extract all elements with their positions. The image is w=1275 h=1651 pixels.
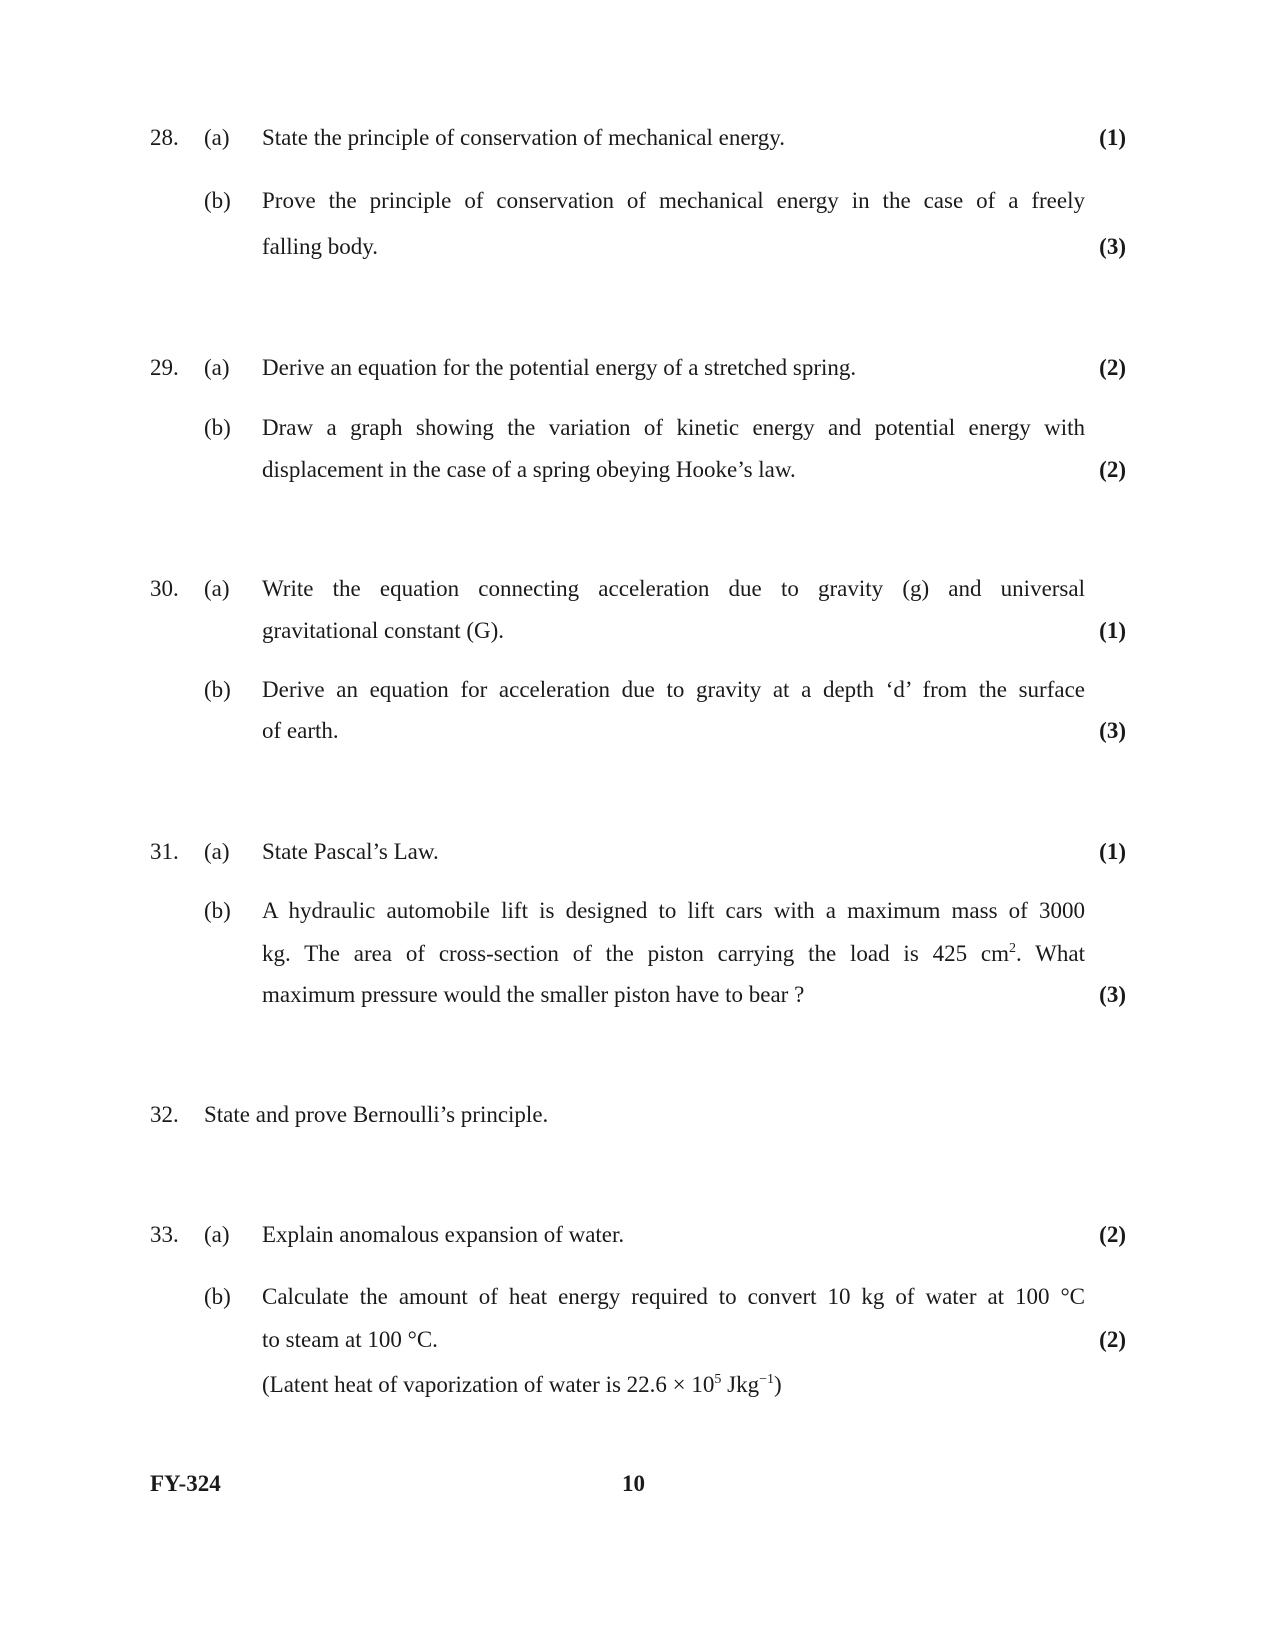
subpart-label: (b) [204, 677, 231, 702]
superscript: 5 [714, 1372, 722, 1387]
question-text: gravitational constant (G). [262, 618, 505, 643]
question-text: Derive an equation for acceleration due to gravity at a depth ‘d’ from the surface [262, 677, 1085, 702]
marks: (2) [1099, 355, 1126, 380]
subpart-label: (a) [204, 839, 230, 864]
question-text [262, 940, 1085, 968]
text-run: (Latent heat of vaporization of water is 22.6 × 10 [262, 1372, 715, 1397]
page-number: 10 [622, 1471, 645, 1496]
question-text: of earth. [262, 718, 339, 743]
question-number: 28. [150, 125, 179, 150]
question-number: 29. [150, 355, 179, 380]
question-text: State Pascal’s Law. [262, 839, 439, 864]
question-text: displacement in the case of a spring obeying Hooke’s law. [262, 457, 796, 482]
subpart-label: (a) [204, 1222, 230, 1247]
question-text: Draw a graph showing the variation of kinetic energy and potential energy with [262, 415, 1085, 440]
data-note [262, 1371, 782, 1399]
marks: (3) [1099, 234, 1126, 259]
marks: (1) [1099, 618, 1126, 643]
question-text: Calculate the amount of heat energy required to convert 10 kg of water at 100 °C [262, 1284, 1085, 1309]
question-number: 33. [150, 1222, 179, 1247]
paper-code: FY-324 [150, 1471, 221, 1496]
marks: (2) [1099, 457, 1126, 482]
subpart-label: (b) [204, 898, 231, 923]
question-text: Explain anomalous expansion of water. [262, 1222, 625, 1247]
question-text: Prove the principle of conservation of mechanical energy in the case of a freely [262, 188, 1085, 213]
subpart-label: (b) [204, 1284, 231, 1309]
question-number: 32. [150, 1102, 179, 1127]
question-text: State and prove Bernoulli’s principle. [204, 1102, 549, 1127]
subpart-label: (b) [204, 188, 231, 213]
question-text: Derive an equation for the potential energy of a stretched spring. [262, 355, 857, 380]
text-run: Jkg [721, 1372, 760, 1397]
question-number: 31. [150, 839, 179, 864]
question-text: Write the equation connecting acceleration due to gravity (g) and universal [262, 576, 1085, 601]
question-text: A hydraulic automobile lift is designed to lift cars with a maximum mass of 3000 [262, 898, 1085, 923]
text-run: kg. The area of cross-section of the piston carrying the load is 425 cm [262, 941, 1010, 966]
marks: (2) [1099, 1222, 1126, 1247]
question-text: falling body. [262, 234, 379, 259]
question-text: State the principle of conservation of mechanical energy. [262, 125, 786, 150]
question-text: maximum pressure would the smaller piston have to bear ? [262, 982, 805, 1007]
marks: (2) [1099, 1327, 1126, 1352]
marks: (3) [1099, 982, 1126, 1007]
superscript: −1 [759, 1372, 774, 1387]
subpart-label: (b) [204, 415, 231, 440]
marks: (1) [1099, 839, 1126, 864]
text-run: . What [1016, 941, 1085, 966]
subpart-label: (a) [204, 355, 230, 380]
text-run: ) [773, 1372, 782, 1397]
subpart-label: (a) [204, 125, 230, 150]
marks: (3) [1099, 718, 1126, 743]
marks: (1) [1099, 125, 1126, 150]
question-text: to steam at 100 °C. [262, 1327, 438, 1352]
subpart-label: (a) [204, 576, 230, 601]
question-number: 30. [150, 576, 179, 601]
superscript: 2 [1009, 941, 1017, 956]
